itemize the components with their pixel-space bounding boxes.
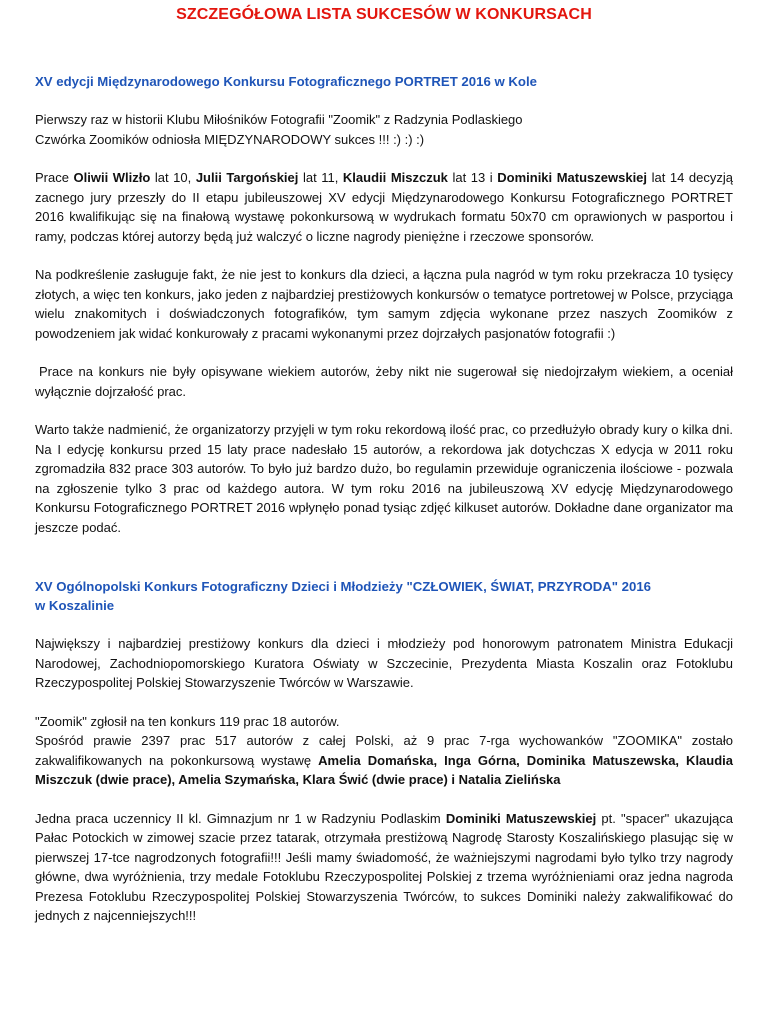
paragraph-record-entries: Warto także nadmienić, że organizatorzy przyjęli w tym roku rekordową ilość prac, co przedłużyło obrady kury o kilka dni. Na I edycję konkursu przed 15 laty prace nadesłało 15 autorów, a rekordowa jak dotychczas X edycja w 2011 roku zgromadziła 832 prace 303 autorów. To było już bardzo dużo, bo regulamin przewiduje ograniczenia ilościowe - pozwala na zgłoszenie tylko 3 prac od każdego autora. W tym roku 2016 na jubileuszową XV edycję Międzynarodowego Konkursu Fotograficznego PORTRET 2016 wpłynęło ponad tysiąc zdjęć kilkuset autorów. Dokładne dane organizator ma jeszcze podać. [35, 422, 733, 535]
paragraph-anonymous-judging: Prace na konkurs nie były opisywane wiekiem autorów, żeby nikt nie sugerował się niedojrzałym wiekiem, a oceniał wyłącznie dojrzałość prac. [35, 364, 733, 399]
text-run: lat 11, [298, 170, 343, 185]
section-heading-line: XV Ogólnopolski Konkurs Fotograficzny Dzieci i Młodzieży "CZŁOWIEK, ŚWIAT, PRZYRODA" 2016 [35, 579, 652, 594]
section-heading [35, 577, 733, 615]
text-run: Jedna praca uczennicy II kl. Gimnazjum nr 1 w Radzyniu Podlaskim [35, 810, 446, 826]
author-name: Dominiki Matuszewskiej [445, 810, 597, 826]
paragraph-finalists [35, 168, 733, 246]
text-line: "Zoomik" zgłosił na ten konkurs 119 prac 18 autorów. [35, 713, 340, 729]
section-czlowiek-swiat-przyroda [35, 577, 733, 926]
paragraph-contest-description: Największy i najbardziej prestiżowy konkurs dla dzieci i młodzieży pod honorowym patronatem Ministra Edukacji Narodowej, Zachodniopomorskiego Kuratora Oświaty w Szczecinie, Prezydenta Miasta Koszalin oraz Fotoklubu Rzeczypospolitej Polskiej Stowarzyszenie Twórców w Warszawie. [35, 636, 733, 690]
paragraph-qualified [35, 712, 733, 790]
section-heading-line: w Koszalinie [35, 598, 115, 613]
text-run: pt. "spacer" ukazująca Pałac Potockich w zimowej szacie przez tatarak, otrzymała prestiżową Nagrodę Starosty Koszalińskiego plasując się w pierwszej 17-tce nagrodzonych fotografii!!! Jeśli mamy świadomość, że ważniejszymi nagrodami było tylko trzy nagrody główne, dwa wyróżnienia, trzy medale Fotoklubu Rzeczypospolitej Polskiej z trzema wyróżnieniami oraz jedna nagroda Prezesa Fotoklubu Rzeczypospolitej Polskiej Stowarzyszenia Twórców, to sukces Dominiki należy zakwalifikować do jednych z najcenniejszych!!! [35, 810, 733, 923]
intro-paragraph [35, 110, 733, 149]
intro-line: Czwórka Zoomików odniosła MIĘDZYNARODOWY sukces !!! :) :) :) [35, 131, 425, 147]
section-portret-2016 [35, 72, 733, 537]
text-block [35, 731, 733, 790]
document-page [35, 0, 733, 926]
text-run: Prace [35, 170, 74, 185]
text-run: lat 10, [150, 170, 196, 185]
text-run: lat 13 i [447, 170, 498, 185]
intro-line: Pierwszy raz w historii Klubu Miłośników Fotografii "Zoomik" z Radzynia Podlaskiego [35, 112, 523, 127]
text-run: lat 14 decyzją zacnego jury przeszły do II etapu jubileuszowej XV edycji Międzynarodowego Konkursu Fotograficznego PORTRET 2016 kwalifikując się na finałową wystawę pokonkursową w wydrukach formatu 50x70 cm oprawionych w pasportou i ramy, podczas której autorzy będą już walczyć o liczne nagrody pieniężne i rzeczowe sponsorów. [35, 170, 733, 244]
paragraph-starost-award [35, 809, 733, 926]
author-name: Klaudii Miszczuk [342, 170, 448, 185]
text-run: Spośród prawie 2397 prac 517 autorów z całej Polski, aż 9 prac 7-rga wychowanków "ZOOMIKA" zostało zakwalifikowanych na pokonkursową wystawę [35, 733, 733, 768]
section-heading: XV edycji Międzynarodowego Konkursu Fotograficznego PORTRET 2016 w Kole [35, 74, 537, 89]
qualified-authors: Amelia Domańska, Inga Górna, Dominika Matuszewska, Klaudia Miszczuk (dwie prace), Amelia Szymańska, Klara Świć (dwie prace) i Natalia Zielińska [35, 752, 734, 787]
author-name: Dominiki Matuszewskiej [497, 170, 648, 185]
page-title: SZCZEGÓŁOWA LISTA SUKCESÓW W KONKURSACH [176, 6, 592, 23]
author-name: Oliwii Wlizło [73, 170, 151, 185]
author-name: Julii Targońskiej [195, 170, 299, 185]
paragraph-prize-pool: Na podkreślenie zasługuje fakt, że nie jest to konkurs dla dzieci, a łączna pula nagród w tym roku przekracza 10 tysięcy złotych, a więc ten konkurs, jako jeden z najbardziej prestiżowych konkursów o tematyce portretowej w Polsce, przyciąga wielu znakomitych i doświadczonych fotografików, tym samym zdjęcia wykonane przez naszych Zoomików z powodzeniem jak widać konkurowały z pracami wykonanymi przez dojrzałych pasjonatów fotografii :) [35, 267, 733, 341]
